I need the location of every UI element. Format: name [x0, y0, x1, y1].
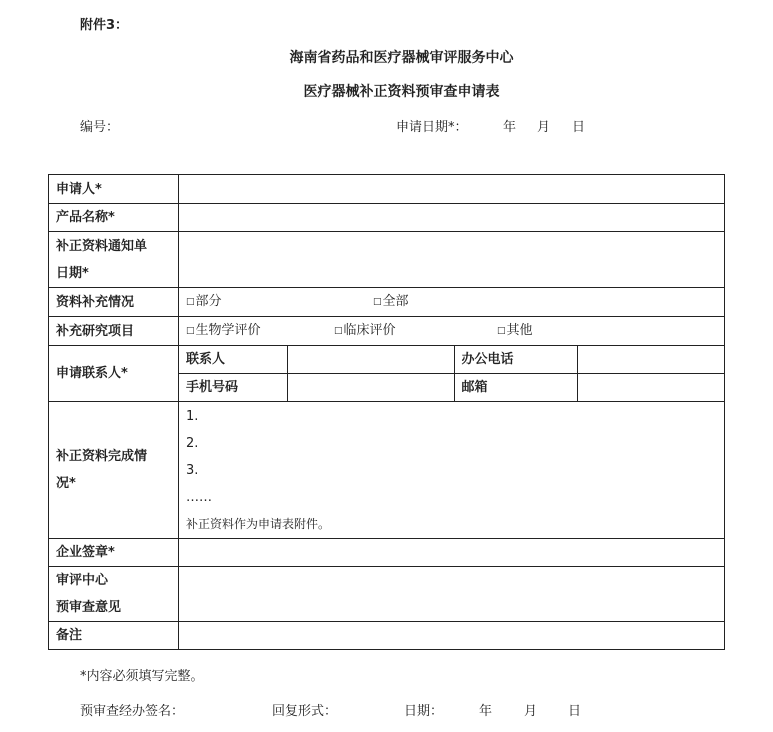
contact-person-label: 联系人: [186, 352, 226, 367]
reply-form-label: 回复形式：: [272, 704, 338, 719]
checkbox-icon: □: [373, 297, 382, 307]
research-items-label: 补充研究项目: [49, 317, 179, 346]
completion-label-line2: 况*: [56, 476, 76, 491]
partial-checkbox[interactable]: [186, 288, 373, 316]
office-phone-field[interactable]: [577, 346, 724, 374]
bio-eval-checkbox[interactable]: [186, 317, 334, 345]
number-label: 编号：: [80, 120, 120, 135]
opinion-label: [49, 567, 179, 622]
office-phone-label: 办公电话: [454, 346, 577, 374]
opinion-label-line2: 预审查意见: [56, 600, 122, 615]
partial-option-label: 部分: [195, 294, 222, 309]
opinion-label-line1: 审评中心: [56, 573, 109, 588]
supplement-status-options: [179, 288, 725, 317]
checkbox-icon: □: [186, 326, 195, 336]
other-checkbox[interactable]: [497, 317, 533, 345]
completion-ellipsis: ……: [186, 490, 212, 505]
contact-subtable-cell: [179, 346, 725, 402]
footer-year: 年: [479, 704, 493, 719]
completion-item-1: 1.: [186, 409, 199, 424]
date-month: 月: [537, 120, 551, 135]
checkbox-icon: □: [186, 297, 195, 307]
form-title: 医疗器械补正资料预审查申请表: [303, 84, 500, 100]
notice-date-field[interactable]: [179, 232, 725, 288]
attachment-label: 附件3：: [80, 18, 129, 33]
completion-label-line1: 补正资料完成情: [56, 449, 148, 464]
completion-label: [49, 402, 179, 539]
completion-item-3: 3.: [186, 463, 199, 478]
research-items-options: [179, 317, 725, 346]
email-label: 邮箱: [454, 374, 577, 402]
mobile-label: 手机号码: [179, 374, 287, 402]
date-year: 年: [503, 120, 517, 135]
footer-day: 日: [568, 704, 582, 719]
product-name-label: 产品名称*: [49, 204, 179, 232]
seal-label: 企业签章*: [49, 539, 179, 567]
checkbox-icon: □: [497, 326, 506, 336]
footer-month: 月: [524, 704, 538, 719]
applicant-field[interactable]: [179, 175, 725, 204]
mobile-field[interactable]: [287, 374, 454, 402]
remarks-field[interactable]: [179, 622, 725, 650]
seal-field[interactable]: [179, 539, 725, 567]
contact-subtable: [179, 346, 724, 401]
checkbox-icon: □: [334, 326, 343, 336]
applicant-label: 申请人*: [49, 175, 179, 204]
contact-section-label: 申请联系人*: [49, 346, 179, 402]
org-title: 海南省药品和医疗器械审评服务中心: [289, 50, 514, 66]
application-date-label: 申请日期*：: [396, 120, 468, 135]
completion-field[interactable]: [179, 402, 725, 539]
other-label: 其他: [506, 323, 533, 338]
footer-date-label: 日期：: [404, 704, 444, 719]
contact-person-field[interactable]: [287, 346, 454, 374]
all-checkbox[interactable]: [373, 288, 409, 316]
clinical-eval-checkbox[interactable]: [334, 317, 497, 345]
notice-date-label-line1: 补正资料通知单: [56, 238, 148, 254]
email-field[interactable]: [577, 374, 724, 402]
completion-item-2: 2.: [186, 436, 199, 451]
date-day: 日: [572, 120, 586, 135]
notice-date-label: [49, 232, 179, 288]
opinion-field[interactable]: [179, 567, 725, 622]
required-note: *内容必须填写完整。: [80, 669, 204, 684]
product-name-field[interactable]: [179, 204, 725, 232]
supplement-status-label: 资料补充情况: [49, 288, 179, 317]
signer-label: 预审查经办签名：: [80, 704, 185, 719]
attachment-note: 补正资料作为申请表附件。: [186, 517, 331, 531]
clinical-eval-label: 临床评价: [343, 323, 396, 338]
bio-eval-label: 生物学评价: [195, 323, 261, 338]
notice-date-label-line2: 日期*: [56, 265, 89, 281]
all-option-label: 全部: [382, 294, 409, 309]
application-form-table: [48, 174, 725, 650]
remarks-label: 备注: [49, 622, 179, 650]
